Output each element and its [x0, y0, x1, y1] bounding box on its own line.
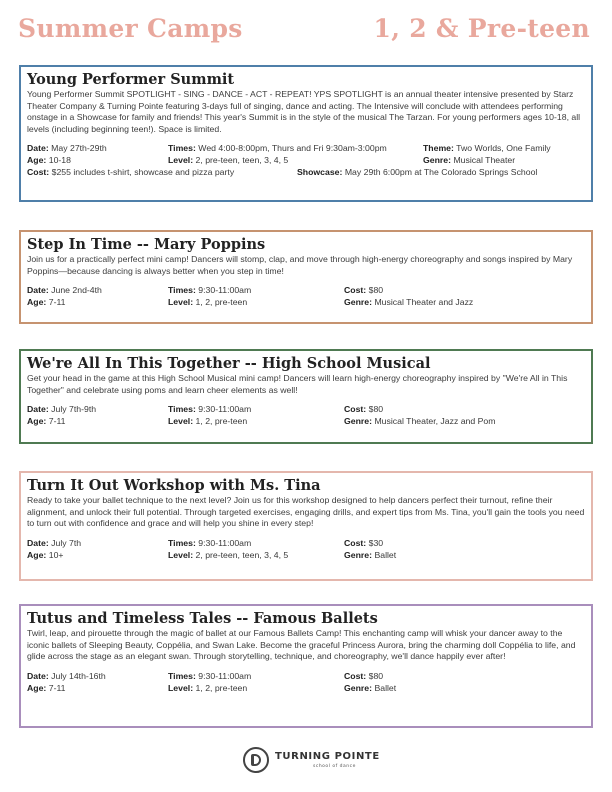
- details-row: [27, 285, 585, 297]
- age-value: 10+: [48, 549, 64, 560]
- age-label: Age:: [27, 297, 47, 308]
- genre-value: Musical Theater: [453, 155, 516, 166]
- camp-card-step-in-time: [19, 230, 593, 324]
- genre-label: Genre:: [344, 416, 373, 427]
- camp-title: Young Performer Summit: [27, 71, 235, 88]
- times-label: Times:: [168, 404, 196, 415]
- level-value: 2, pre-teen, teen, 3, 4, 5: [195, 155, 289, 166]
- level-field: [168, 683, 247, 695]
- cost-field: [344, 404, 383, 416]
- theme-value: Two Worlds, One Family: [456, 143, 551, 154]
- genre-label: Genre:: [344, 549, 373, 560]
- page-footer: [0, 745, 612, 785]
- times-value: 9:30-11:00am: [198, 404, 252, 415]
- level-label: Level:: [168, 549, 194, 560]
- age-field: [27, 683, 65, 695]
- cost-value: $30: [368, 537, 384, 548]
- cost-field: [27, 167, 234, 179]
- cost-field: [344, 285, 383, 297]
- times-label: Times:: [168, 143, 196, 154]
- age-field: [27, 297, 65, 309]
- age-value: 7-11: [48, 416, 66, 427]
- logo-name: TURNING POINTE: [275, 751, 380, 762]
- genre-value: Musical Theater and Jazz: [374, 297, 474, 308]
- date-field: [27, 285, 102, 297]
- genre-label: Genre:: [344, 682, 373, 693]
- camp-card-turn-it-out-workshop: [19, 471, 593, 581]
- camp-details: [27, 143, 585, 179]
- age-value: 7-11: [48, 297, 66, 308]
- level-field: [168, 297, 247, 309]
- level-value: 1, 2, pre-teen: [195, 416, 248, 427]
- cost-value: $80: [368, 285, 384, 296]
- times-value: 9:30-11:00am: [198, 670, 252, 681]
- times-label: Times:: [168, 285, 196, 296]
- camp-card-young-performer-summit: [19, 65, 593, 202]
- details-row: [27, 683, 585, 695]
- camp-description: Get your head in the game at this High School Musical mini camp! Dancers will learn high-energy choreography inspired by "We're All in This Together" and celebrate using poms and learn cheer elements as well!: [27, 373, 568, 395]
- cost-value: $80: [368, 404, 384, 415]
- date-label: Date:: [27, 537, 49, 548]
- date-field: [27, 404, 96, 416]
- details-row: [27, 297, 585, 309]
- date-value: July 7th: [51, 537, 82, 548]
- camp-description: Young Performer Summit SPOTLIGHT - SING - DANCE - ACT - REPEAT! YPS SPOTLIGHT is an annual theater intensive presented by Starz Theater Company & Turning Pointe featuring 3-days full of singing, dance and acting. The Intensive will conclude with attendees performing onstage in a Showcase for family and friends! This year's Summit is in the style of the musical The Tarzan. For young performers ages 10-18, all levels (including beginning teen!). Space is limited.: [27, 89, 581, 134]
- times-field: [168, 143, 387, 155]
- details-row: [27, 167, 585, 179]
- date-value: May 27th-29th: [51, 143, 107, 154]
- age-field: [27, 550, 63, 562]
- genre-label: Genre:: [344, 297, 373, 308]
- camp-description: Ready to take your ballet technique to the next level? Join us for this workshop designed to help dancers perfect their turnout, refine their alignment, and unlock their full potential. Through targeted exercises, engaging drills, and expert tips from Ms. Tina, you'll gain the tools you need to turn out with confidence and grace and will help you shine in every step!: [27, 495, 585, 529]
- age-value: 10-18: [48, 155, 71, 166]
- date-label: Date:: [27, 670, 49, 681]
- date-label: Date:: [27, 404, 49, 415]
- camp-card-high-school-musical: [19, 349, 593, 444]
- genre-value: Musical Theater, Jazz and Pom: [374, 416, 496, 427]
- cost-value: $80: [368, 670, 384, 681]
- cost-label: Cost:: [27, 167, 50, 178]
- times-value: Wed 4:00-8:00pm, Thurs and Fri 9:30am-3:00pm: [198, 143, 387, 154]
- age-label: Age:: [27, 549, 47, 560]
- genre-field: [344, 416, 495, 428]
- turning-pointe-logo: [243, 745, 380, 779]
- cost-value: $255 includes t-shirt, showcase and pizza party: [51, 167, 235, 178]
- date-field: [27, 671, 106, 683]
- level-value: 1, 2, pre-teen: [195, 682, 248, 693]
- age-field: [27, 416, 65, 428]
- times-value: 9:30-11:00am: [198, 537, 252, 548]
- cost-label: Cost:: [344, 537, 367, 548]
- cost-field: [344, 538, 383, 550]
- logo-subtitle: school of dance: [313, 764, 356, 769]
- level-label: Level:: [168, 155, 194, 166]
- age-label: Age:: [27, 682, 47, 693]
- camp-title: Tutus and Timeless Tales -- Famous Ballets: [27, 610, 378, 627]
- details-row: [27, 143, 585, 155]
- date-label: Date:: [27, 143, 49, 154]
- cost-label: Cost:: [344, 404, 367, 415]
- age-value: 7-11: [48, 682, 66, 693]
- camp-description: Twirl, leap, and pirouette through the magic of ballet at our Famous Ballets Camp! This enchanting camp will whisk your dancer away to the iconic ballets of Sleeping Beauty, Coppélia, and Swan Lake. Become the graceful Princess Aurora, bring the charming doll Coppélia to life, and glide across the stage as an elegant swan. Through storytelling, technique, and choreography, we'll dance happily ever after!: [27, 628, 576, 662]
- level-label: Level:: [168, 297, 194, 308]
- genre-field: [344, 297, 473, 309]
- camp-details: [27, 671, 585, 695]
- details-row: [27, 538, 585, 550]
- camp-card-famous-ballets: [19, 604, 593, 728]
- date-value: July 7th-9th: [51, 404, 97, 415]
- camp-description: Join us for a practically perfect mini camp! Dancers will stomp, clap, and move through high-energy choreography and songs inspired by Mary Poppins—because dancing is always better when you step in time!: [27, 254, 573, 276]
- times-value: 9:30-11:00am: [198, 285, 252, 296]
- date-field: [27, 538, 81, 550]
- details-row: [27, 550, 585, 562]
- camp-title: Turn It Out Workshop with Ms. Tina: [27, 477, 321, 494]
- age-label: Age:: [27, 416, 47, 427]
- camp-title: Step In Time -- Mary Poppins: [27, 236, 266, 253]
- page-subtitle-levels: 1, 2 & Pre-teen: [373, 14, 590, 43]
- level-field: [168, 550, 288, 562]
- camp-details: [27, 404, 585, 428]
- level-field: [168, 155, 288, 167]
- turning-pointe-logo-icon: [243, 747, 269, 773]
- times-label: Times:: [168, 670, 196, 681]
- genre-value: Ballet: [374, 549, 397, 560]
- genre-label: Genre:: [423, 155, 452, 166]
- genre-field: [423, 155, 515, 167]
- times-field: [168, 671, 251, 683]
- times-field: [168, 538, 251, 550]
- age-field: [27, 155, 71, 167]
- cost-field: [344, 671, 383, 683]
- times-field: [168, 404, 251, 416]
- page-header: [0, 0, 612, 56]
- details-row: [27, 416, 585, 428]
- times-label: Times:: [168, 537, 196, 548]
- details-row: [27, 155, 585, 167]
- genre-field: [344, 550, 396, 562]
- date-label: Date:: [27, 285, 49, 296]
- theme-label: Theme:: [423, 143, 454, 154]
- level-field: [168, 416, 247, 428]
- camp-title: We're All In This Together -- High School Musical: [27, 355, 431, 372]
- genre-value: Ballet: [374, 682, 397, 693]
- theme-field: [423, 143, 551, 155]
- cost-label: Cost:: [344, 285, 367, 296]
- camp-details: [27, 538, 585, 562]
- cost-label: Cost:: [344, 670, 367, 681]
- level-value: 2, pre-teen, teen, 3, 4, 5: [195, 549, 289, 560]
- times-field: [168, 285, 251, 297]
- level-value: 1, 2, pre-teen: [195, 297, 248, 308]
- showcase-label: Showcase:: [297, 167, 343, 178]
- level-label: Level:: [168, 682, 194, 693]
- date-field: [27, 143, 107, 155]
- showcase-field: [297, 167, 537, 179]
- camp-details: [27, 285, 585, 309]
- details-row: [27, 671, 585, 683]
- page-title: Summer Camps: [18, 14, 243, 43]
- level-label: Level:: [168, 416, 194, 427]
- genre-field: [344, 683, 396, 695]
- details-row: [27, 404, 585, 416]
- date-value: July 14th-16th: [51, 670, 106, 681]
- showcase-value: May 29th 6:00pm at The Colorado Springs School: [344, 167, 538, 178]
- date-value: June 2nd-4th: [51, 285, 102, 296]
- age-label: Age:: [27, 155, 47, 166]
